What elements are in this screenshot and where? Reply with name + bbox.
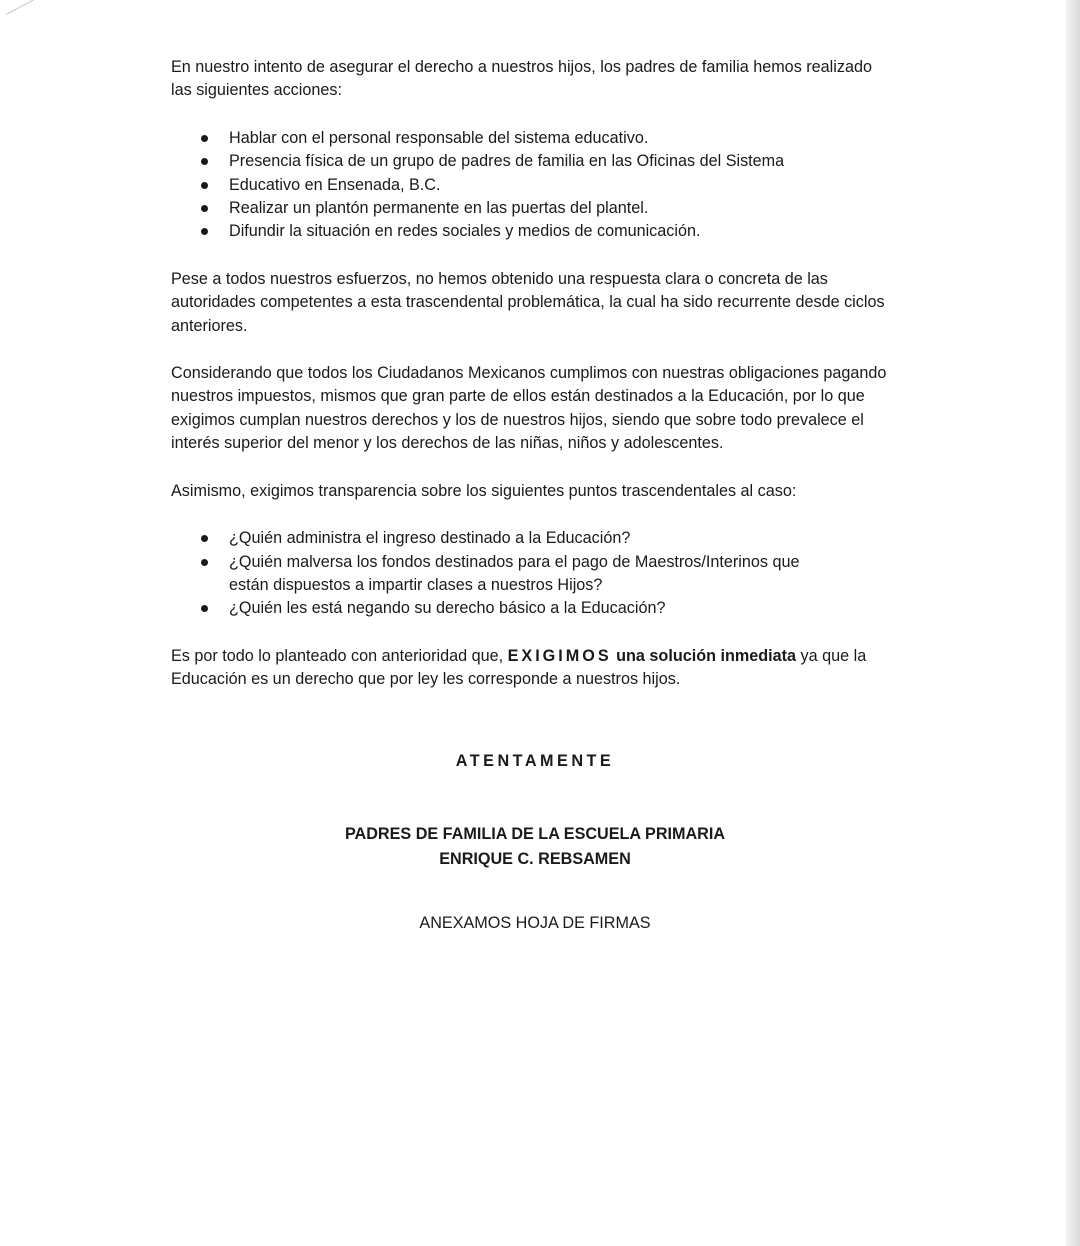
list-item: Hablar con el personal responsable del sistema educativo.	[171, 127, 896, 150]
actions-list	[171, 127, 896, 244]
closing-atentamente: ATENTAMENTE	[455, 752, 615, 770]
list-item: ¿Quién administra el ingreso destinado a la Educación?	[171, 527, 896, 550]
list-item: Presencia física de un grupo de padres de familia en las Oficinas del Sistema	[171, 150, 896, 173]
intro-paragraph: En nuestro intento de asegurar el derecho a nuestros hijos, los padres de familia hemos realizado las siguientes acciones:	[171, 58, 872, 100]
questions-list	[171, 527, 896, 621]
conclusion-paragraph: Es por todo lo planteado con anterioridad que, EXIGIMOS una solución inmediata ya que la Educación es un derecho que por ley les corresponde a nuestros hijos.	[171, 646, 867, 689]
bullet-icon	[201, 605, 208, 612]
efforts-paragraph: Pese a todos nuestros esfuerzos, no hemos obtenido una respuesta clara o concreta de las autoridades competentes a esta trascendental problemática, la cual ha sido recurrente desde ciclos anteriores.	[171, 269, 885, 335]
bullet-icon	[201, 205, 208, 212]
transparency-paragraph: Asimismo, exigimos transparencia sobre los siguientes puntos trascendentales al caso:	[171, 481, 797, 500]
signer-line: ENRIQUE C. REBSAMEN	[439, 850, 631, 868]
corner-crease-mark	[6, 0, 52, 15]
list-item: Educativo en Ensenada, B.C.	[171, 174, 896, 197]
signature-block	[0, 822, 1070, 872]
letter-body	[171, 56, 896, 692]
citizens-paragraph: Considerando que todos los Ciudadanos Mexicanos cumplimos con nuestras obligaciones pagando nuestros impuestos, mismos que gran parte de ellos están destinados a la Educación, por lo que exigimos cumplan nuestros derechos y los de nuestros hijos, siendo que sobre todo prevalece el interés superior del menor y los derechos de las niñas, niños y adolescentes.	[171, 364, 887, 453]
list-item: ¿Quién les está negando su derecho básico a la Educación?	[171, 597, 896, 620]
demand-word: EXIGIMOS	[507, 646, 612, 665]
signer-line: PADRES DE FAMILIA DE LA ESCUELA PRIMARIA	[344, 825, 726, 843]
bullet-icon	[201, 228, 208, 235]
bullet-icon	[201, 182, 208, 189]
annex-note: ANEXAMOS HOJA DE FIRMAS	[419, 914, 651, 932]
bullet-icon	[201, 158, 208, 165]
list-item: Realizar un plantón permanente en las puertas del plantel.	[171, 197, 896, 220]
bullet-icon	[201, 135, 208, 142]
bullet-icon	[201, 559, 208, 566]
page-edge-shadow	[1066, 0, 1080, 1246]
list-item: ¿Quién malversa los fondos destinados para el pago de Maestros/Interinos que están dispuestos a impartir clases a nuestros Hijos?	[171, 551, 896, 598]
bullet-icon	[201, 535, 208, 542]
list-item: Difundir la situación en redes sociales y medios de comunicación.	[171, 220, 896, 243]
